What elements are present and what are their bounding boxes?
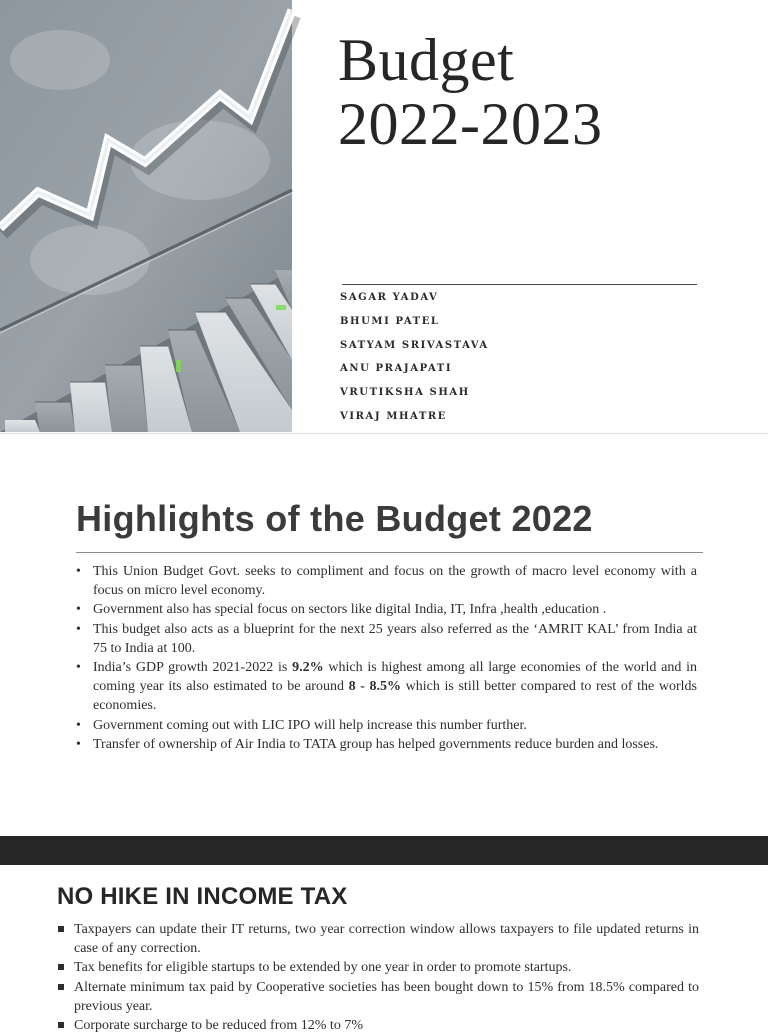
bullet-item: • This budget also acts as a blueprint for the next 25 years also referred as the ‘AMRIT KAL’ from India at 75 to India at 100. — [76, 620, 697, 658]
title-slide — [0, 0, 768, 432]
bullet-item: Tax benefits for eligible startups to be extended by one year in order to promote startups. — [57, 958, 699, 977]
bullet-item — [76, 658, 697, 716]
author-name: SATYAM SRIVASTAVA — [340, 339, 489, 351]
bullet-item: • Transfer of ownership of Air India to TATA group has helped governments reduce burden and losses. — [76, 735, 697, 754]
slide-divider-band — [0, 836, 768, 865]
slide-title: Highlights of the Budget 2022 — [76, 498, 593, 539]
gdp-growth-value: 9.2% — [292, 660, 324, 676]
title-divider — [342, 284, 697, 285]
title-divider — [76, 552, 703, 553]
author-name: SAGAR YADAV — [340, 292, 439, 303]
gdp-estimate-value: 8 - 8.5% — [348, 679, 402, 695]
bullet-item: • This Union Budget Govt. seeks to compliment and focus on the growth of macro level economy with a focus on micro level economy. — [76, 562, 697, 600]
highlights-slide — [0, 433, 768, 837]
rising-arrow-staircase-image — [0, 0, 292, 432]
bullet-item: Corporate surcharge to be reduced from 12% to 7% — [57, 1016, 699, 1035]
slide-title: NO HIKE IN INCOME TAX — [57, 883, 348, 910]
title-line-year: 2022-2023 — [338, 91, 603, 157]
bullet-text: which is still better compared to rest of the worlds economies. — [93, 679, 697, 714]
bullet-item: • Government coming out with LIC IPO will help increase this number further. — [76, 716, 697, 735]
bullet-text: India’s GDP growth 2021-2022 is — [93, 660, 293, 676]
bullet-text: which is highest among all large economies of the world and in coming year its also estimated to be around — [93, 660, 697, 695]
bullet-item: Alternate minimum tax paid by Cooperative societies has been bought down to 15% from 18.5% compared to previous year. — [57, 978, 699, 1016]
author-name: ANU PRAJAPATI — [340, 363, 453, 375]
bullet-item: Taxpayers can update their IT returns, two year correction window allows taxpayers to file updated returns in case of any correction. — [57, 920, 699, 958]
bullet-item: • Government also has special focus on sectors like digital India, IT, Infra ,health ,education . — [76, 600, 697, 619]
tax-points-list — [57, 920, 699, 1035]
title-line-budget: Budget — [338, 27, 515, 93]
income-tax-slide — [0, 865, 768, 1034]
authors-list — [340, 290, 489, 433]
author-name: BHUMI PATEL — [340, 315, 440, 327]
author-name: VIRAJ MHATRE — [340, 410, 448, 422]
highlights-list — [76, 562, 697, 754]
title-block — [338, 28, 602, 156]
author-name: VRUTIKSHA SHAH — [340, 387, 470, 399]
